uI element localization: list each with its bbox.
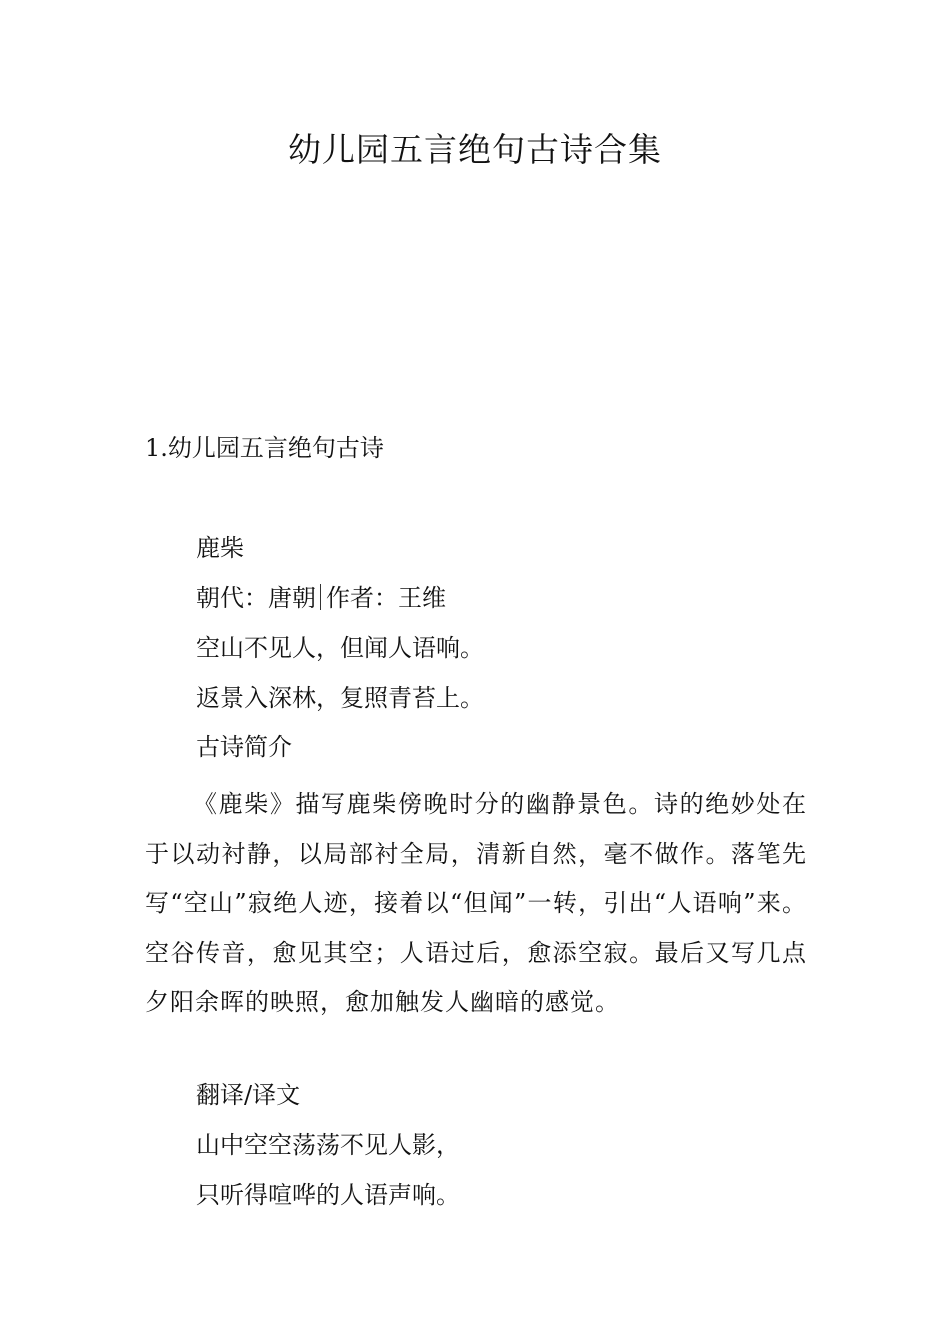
poem-title: 鹿柴 (196, 534, 244, 562)
poem-meta (196, 582, 446, 614)
translation-line: 只听得喧哗的人语声响。 (196, 1181, 460, 1209)
translation-line: 山中空空荡荡不见人影， (196, 1131, 460, 1159)
poem-dynasty: 朝代：唐朝 (196, 584, 316, 612)
poem-line: 返景入深林，复照青苔上。 (196, 684, 484, 712)
intro-heading: 古诗简介 (196, 733, 292, 761)
section-heading: 1.幼儿园五言绝句古诗 (145, 434, 384, 462)
translation-heading: 翻译/译文 (196, 1081, 301, 1109)
poem-line: 空山不见人，但闻人语响。 (196, 634, 484, 662)
meta-separator (320, 584, 321, 610)
intro-paragraph: 《鹿柴》描写鹿柴傍晚时分的幽静景色。诗的绝妙处在于以动衬静，以局部衬全局，清新自然，毫不做作。落笔先写“空山”寂绝人迹，接着以“但闻”一转，引出“人语响”来。空谷传音，愈见其空；人语过后，愈添空寂。最后又写几点夕阳余晖的映照，愈加触发人幽暗的感觉。 (145, 790, 807, 1017)
poem-author: 作者：王维 (326, 584, 446, 612)
document-title: 幼儿园五言绝句古诗合集 (288, 130, 662, 169)
